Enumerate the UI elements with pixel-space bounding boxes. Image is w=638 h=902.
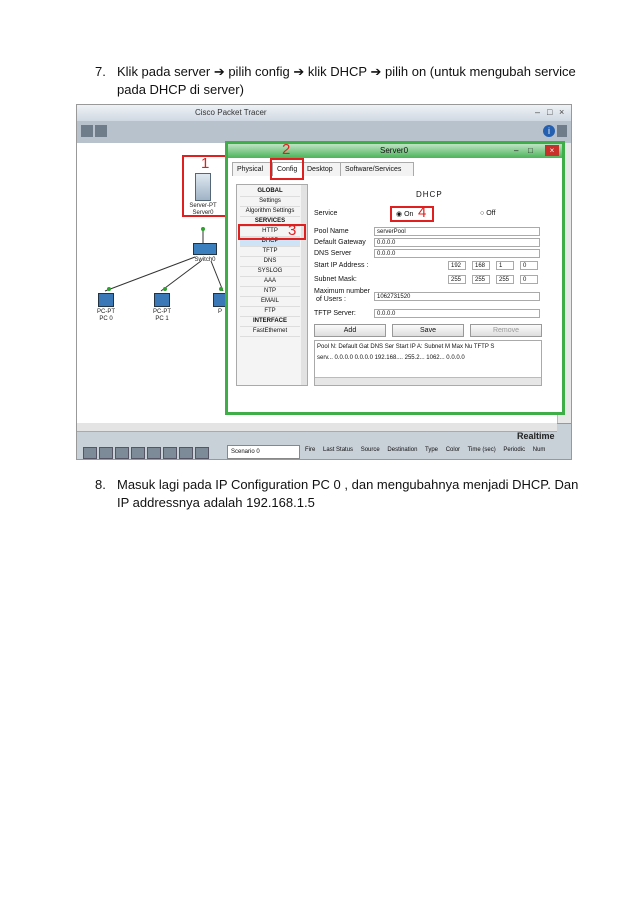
start-ip-octet-1[interactable]: 192: [448, 261, 466, 270]
subnet-octet-3[interactable]: 255: [496, 275, 514, 284]
info-icon[interactable]: i: [543, 125, 555, 137]
menu-dhcp[interactable]: DHCP: [240, 237, 300, 247]
pdu-col-periodic: Periodic: [503, 447, 526, 453]
server-type-label: Server-PT: [189, 203, 217, 209]
menu-services: SERVICES: [240, 217, 300, 227]
subnet-mask-label: Subnet Mask:: [314, 276, 357, 283]
pc1-type-label: PC-PT: [153, 309, 171, 315]
service-off-radio[interactable]: ○ Off: [480, 210, 496, 217]
start-ip-octet-3[interactable]: 1: [496, 261, 514, 270]
annotation-box-2: [270, 158, 304, 180]
pdu-col-source: Source: [360, 447, 380, 453]
device-type-icon[interactable]: [131, 447, 145, 459]
tab-software-services[interactable]: Software/Services: [340, 162, 414, 176]
pc2-name-label: P: [217, 309, 222, 315]
left-menu-scrollbar[interactable]: [301, 185, 307, 385]
subnet-octet-4[interactable]: 0: [520, 275, 538, 284]
maximize-icon[interactable]: □: [547, 107, 553, 117]
app-titlebar: [77, 105, 571, 121]
logical-view-icon[interactable]: [81, 125, 93, 137]
pc0-device[interactable]: [89, 293, 123, 323]
device-type-icon[interactable]: [163, 447, 177, 459]
tab-physical[interactable]: Physical: [232, 162, 276, 176]
tab-config[interactable]: Config: [272, 162, 308, 176]
workspace-scrollbar[interactable]: [77, 423, 557, 432]
pc-icon: [154, 293, 170, 307]
annotation-number-1: 1: [201, 155, 210, 172]
device-type-icon[interactable]: [83, 447, 97, 459]
step-7-number: 7.: [95, 64, 106, 79]
scenario-select[interactable]: [227, 445, 300, 459]
dialog-titlebar: [228, 144, 562, 158]
menu-http[interactable]: HTTP: [240, 227, 300, 237]
annotation-number-2: 2: [282, 141, 291, 158]
step-8-text: Masuk lagi pada IP Configuration PC 0 , dan mengubahnya menjadi DHCP. Dan IP addressnya adalah 192.168.1.5: [117, 477, 579, 510]
annotation-number-4: 4: [418, 204, 427, 221]
nav-icon[interactable]: [95, 125, 107, 137]
app-toolbar: [77, 121, 571, 143]
pc-icon: [98, 293, 114, 307]
server-name-label: Server0: [192, 210, 214, 216]
menu-syslog[interactable]: SYSLOG: [240, 267, 300, 277]
subnet-octet-1[interactable]: 255: [448, 275, 466, 284]
pc1-name-label: PC 1: [155, 316, 169, 322]
subnet-octet-2[interactable]: 255: [472, 275, 490, 284]
menu-interface: INTERFACE: [240, 317, 300, 327]
menu-ftp[interactable]: FTP: [240, 307, 300, 317]
save-button[interactable]: Save: [392, 324, 464, 337]
dns-server-input[interactable]: 0.0.0.0: [374, 249, 540, 258]
table-header: Pool N: Default Gat DNS Ser Start IP A: Subnet M Max Nu TFTP S: [317, 344, 495, 350]
pdu-col-time: Time (sec): [467, 447, 496, 453]
start-ip-octet-2[interactable]: 168: [472, 261, 490, 270]
service-off-label: Off: [486, 210, 496, 217]
close-icon[interactable]: ×: [559, 107, 565, 117]
dialog-minimize-icon[interactable]: –: [514, 146, 519, 155]
dialog-restore-icon[interactable]: □: [528, 146, 533, 155]
scenario-label: Scenario 0: [231, 449, 260, 455]
device-type-icon[interactable]: [147, 447, 161, 459]
table-row[interactable]: serv... 0.0.0.0 0.0.0.0 192.168.... 255.2... 1062... 0.0.0.0: [317, 355, 465, 361]
dhcp-title: DHCP: [416, 190, 443, 199]
pc0-name-label: PC 0: [99, 316, 113, 322]
annotation-number-3: 3: [288, 222, 297, 239]
packet-tracer-screenshot: [76, 104, 572, 460]
service-label: Service: [314, 210, 338, 217]
switch-icon: [193, 243, 217, 255]
device-type-icon[interactable]: [195, 447, 209, 459]
pdu-list-header: [305, 447, 551, 453]
dialog-title: Server0: [380, 146, 409, 155]
annotation-box-4: [390, 206, 434, 222]
dns-server-label: DNS Server: [314, 250, 352, 257]
pdu-col-type: Type: [425, 447, 439, 453]
step-8-number: 8.: [95, 477, 106, 492]
step-7-text: Klik pada server ➔ pilih config ➔ klik DHCP ➔ pilih on (untuk mengubah service pada DHCP di server): [117, 64, 576, 97]
pc1-device[interactable]: [145, 293, 179, 323]
menu-aaa[interactable]: AAA: [240, 277, 300, 287]
add-button[interactable]: Add: [314, 324, 386, 337]
server0-dialog: [225, 141, 565, 415]
service-on-label: On: [404, 211, 414, 218]
switch-name-label: Switch0: [194, 257, 216, 263]
device-type-icon[interactable]: [99, 447, 113, 459]
max-users-label-1: Maximum number: [314, 288, 371, 295]
table-scrollbar[interactable]: [315, 377, 541, 385]
max-users-input[interactable]: 1062731520: [374, 292, 540, 301]
minimize-icon[interactable]: –: [535, 107, 541, 117]
menu-algorithm-settings[interactable]: Algorithm Settings: [240, 207, 300, 217]
pdu-col-last-status: Last Status: [323, 447, 354, 453]
help-icon[interactable]: [557, 125, 567, 137]
default-gateway-input[interactable]: 0.0.0.0: [374, 238, 540, 247]
realtime-mode-label[interactable]: Realtime: [517, 431, 555, 441]
menu-global: GLOBAL: [240, 187, 300, 197]
switch-device[interactable]: [185, 243, 225, 264]
menu-fastethernet[interactable]: FastEthernet: [240, 327, 300, 337]
tab-desktop[interactable]: Desktop: [302, 162, 344, 176]
device-type-icon[interactable]: [115, 447, 129, 459]
menu-email[interactable]: EMAIL: [240, 297, 300, 307]
pool-name-label: Pool Name: [314, 228, 349, 235]
pdu-col-color: Color: [445, 447, 461, 453]
menu-dns[interactable]: DNS: [240, 257, 300, 267]
tftp-server-label: TFTP Server:: [314, 310, 356, 317]
menu-tftp[interactable]: TFTP: [240, 247, 300, 257]
menu-ntp[interactable]: NTP: [240, 287, 300, 297]
start-ip-label: Start IP Address :: [314, 262, 369, 269]
dhcp-panel: [314, 184, 558, 394]
menu-settings[interactable]: Settings: [240, 197, 300, 207]
pc0-type-label: PC-PT: [97, 309, 115, 315]
config-left-menu: [236, 184, 308, 386]
max-users-label-2: of Users :: [316, 296, 346, 303]
start-ip-octet-4[interactable]: 0: [520, 261, 538, 270]
service-on-radio[interactable]: ◉ On: [396, 211, 414, 218]
dialog-close-icon[interactable]: ×: [545, 145, 559, 156]
default-gateway-label: Default Gateway: [314, 239, 366, 246]
remove-button[interactable]: Remove: [470, 324, 542, 337]
dhcp-pool-table: [314, 340, 542, 386]
pool-name-input[interactable]: serverPool: [374, 227, 540, 236]
pdu-col-num: Num: [532, 447, 546, 453]
pdu-col-destination: Destination: [387, 447, 418, 453]
device-type-icon[interactable]: [179, 447, 193, 459]
app-title: Cisco Packet Tracer: [195, 108, 267, 117]
pdu-col-fire: Fire: [305, 447, 316, 453]
tftp-server-input[interactable]: 0.0.0.0: [374, 309, 540, 318]
